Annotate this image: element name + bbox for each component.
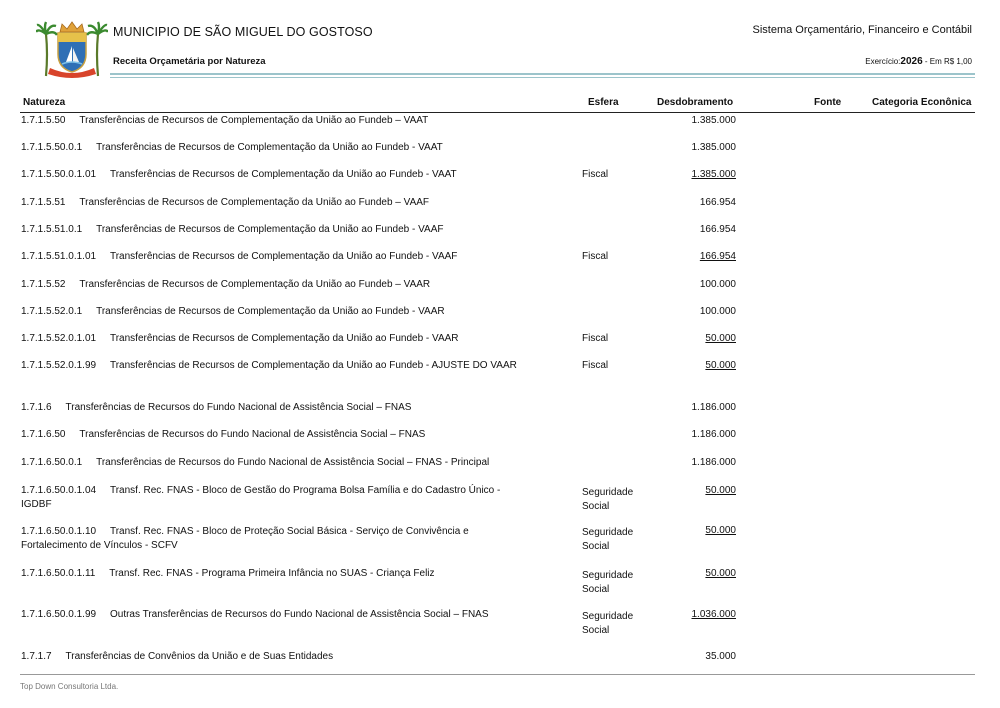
- esfera-cell: Fiscal: [582, 333, 609, 344]
- desdobramento-cell: [660, 456, 736, 470]
- natureza-cell: [21, 567, 529, 581]
- natureza-cell: [21, 359, 529, 373]
- natureza-description: Outras Transferências de Recursos do Fundo Nacional de Assistência Social – FNAS: [109, 609, 489, 620]
- desdobramento-value: 1.385.000: [691, 169, 736, 180]
- desdobramento-cell: [660, 278, 736, 292]
- natureza-description: Transferências de Recursos de Complementação da União ao Fundeb – VAAF: [79, 197, 430, 208]
- header-rule-bottom: [110, 77, 975, 78]
- desdobramento-value: 1.186.000: [691, 457, 736, 468]
- natureza-description: Transferências de Recursos de Complementação da União ao Fundeb - VAAT: [109, 169, 457, 180]
- desdobramento-value: 1.385.000: [691, 142, 736, 153]
- system-name: Sistema Orçamentário, Financeiro e Contábil: [752, 24, 972, 36]
- natureza-code: 1.7.1.5.51: [21, 197, 66, 208]
- natureza-description: Transferências de Recursos do Fundo Nacional de Assistência Social – FNAS - Principal: [96, 457, 490, 468]
- natureza-cell: [21, 525, 529, 553]
- report-title: Receita Orçametária por Natureza: [113, 56, 266, 67]
- esfera-cell: Seguridade Social: [582, 527, 634, 552]
- natureza-code: 1.7.1.5.51.0.1.01: [21, 251, 97, 262]
- natureza-cell: [21, 608, 529, 622]
- desdobramento-value: 1.186.000: [691, 402, 736, 413]
- desdobramento-value: 1.036.000: [691, 609, 736, 620]
- desdobramento-cell: [660, 359, 736, 373]
- desdobramento-value: 166.954: [699, 224, 736, 235]
- natureza-description: Transferências de Recursos de Complementação da União ao Fundeb - VAAT: [96, 142, 443, 153]
- natureza-code: 1.7.1.6.50.0.1.99: [21, 609, 97, 620]
- column-header-categoria: Categoria Econônica: [872, 97, 972, 108]
- natureza-cell: [21, 332, 529, 346]
- natureza-cell: [21, 223, 529, 237]
- natureza-description: Transferências de Convênios da União e de Suas Entidades: [65, 651, 334, 662]
- natureza-description: Transf. Rec. FNAS - Bloco de Proteção Social Básica - Serviço de Convivência e Fortalecimento de Vínculos - SCFV: [21, 526, 469, 551]
- exercise-label: Exercício:: [865, 57, 901, 66]
- natureza-code: 1.7.1.6.50.0.1.11: [21, 568, 96, 579]
- natureza-cell: [21, 141, 529, 155]
- desdobramento-value: 100.000: [699, 279, 736, 290]
- header-rule-top: [110, 73, 975, 75]
- natureza-description: Transferências de Recursos de Complementação da União ao Fundeb – VAAR: [79, 279, 431, 290]
- natureza-cell: [21, 305, 529, 319]
- desdobramento-cell: [660, 196, 736, 210]
- column-header-natureza: Natureza: [23, 97, 66, 108]
- natureza-cell: [21, 456, 529, 470]
- natureza-description: Transferências de Recursos de Complementação da União ao Fundeb - VAAR: [109, 333, 459, 344]
- municipality-name: MUNICIPIO DE SÃO MIGUEL DO GOSTOSO: [113, 25, 373, 39]
- esfera-cell: Fiscal: [582, 169, 609, 180]
- natureza-description: Transferências de Recursos do Fundo Nacional de Assistência Social – FNAS: [65, 402, 412, 413]
- natureza-cell: [21, 401, 529, 415]
- desdobramento-value: 166.954: [699, 197, 736, 208]
- natureza-description: Transferências de Recursos do Fundo Nacional de Assistência Social – FNAS: [79, 429, 426, 440]
- natureza-code: 1.7.1.5.50.0.1.01: [21, 169, 97, 180]
- natureza-code: 1.7.1.7: [21, 651, 52, 662]
- desdobramento-cell: [660, 141, 736, 155]
- desdobramento-cell: [660, 524, 736, 538]
- desdobramento-cell: [660, 608, 736, 622]
- natureza-cell: [21, 484, 529, 512]
- desdobramento-value: 1.186.000: [691, 429, 736, 440]
- column-header-fonte: Fonte: [814, 97, 842, 108]
- desdobramento-cell: [660, 168, 736, 182]
- natureza-cell: [21, 196, 529, 210]
- desdobramento-value: 50.000: [705, 525, 736, 536]
- footer-rule: [20, 674, 975, 675]
- natureza-code: 1.7.1.5.51.0.1: [21, 224, 83, 235]
- exercise-year: 2026: [900, 56, 923, 67]
- natureza-code: 1.7.1.5.52: [21, 279, 66, 290]
- desdobramento-value: 50.000: [705, 360, 736, 371]
- municipality-coat-of-arms-logo: [36, 16, 108, 78]
- currency-note: - Em R$ 1,00: [922, 57, 972, 66]
- natureza-code: 1.7.1.6.50.0.1: [21, 457, 83, 468]
- desdobramento-cell: [660, 114, 736, 128]
- desdobramento-cell: [660, 484, 736, 498]
- desdobramento-cell: [660, 250, 736, 264]
- natureza-code: 1.7.1.6.50.0.1.10: [21, 526, 97, 537]
- desdobramento-cell: [660, 428, 736, 442]
- desdobramento-cell: [660, 401, 736, 415]
- natureza-description: Transf. Rec. FNAS - Programa Primeira Infância no SUAS - Criança Feliz: [109, 568, 435, 579]
- natureza-description: Transf. Rec. FNAS - Bloco de Gestão do Programa Bolsa Família e do Cadastro Único - IGDBF: [21, 485, 501, 510]
- natureza-code: 1.7.1.5.50.0.1: [21, 142, 83, 153]
- natureza-description: Transferências de Recursos de Complementação da União ao Fundeb - VAAR: [96, 306, 445, 317]
- desdobramento-cell: [660, 650, 736, 664]
- desdobramento-value: 50.000: [705, 568, 736, 579]
- esfera-cell: Seguridade Social: [582, 570, 634, 595]
- desdobramento-value: 35.000: [705, 651, 736, 662]
- natureza-cell: [21, 428, 529, 442]
- desdobramento-value: 50.000: [705, 333, 736, 344]
- footer-company: Top Down Consultoria Ltda.: [20, 682, 119, 691]
- table-header: [20, 96, 975, 113]
- column-header-esfera: Esfera: [588, 97, 619, 108]
- natureza-description: Transferências de Recursos de Complementação da União ao Fundeb - AJUSTE DO VAAR: [109, 360, 517, 371]
- desdobramento-cell: [660, 332, 736, 346]
- natureza-description: Transferências de Recursos de Complementação da União ao Fundeb – VAAT: [79, 115, 429, 126]
- natureza-code: 1.7.1.5.52.0.1: [21, 306, 83, 317]
- esfera-cell: Fiscal: [582, 251, 609, 262]
- natureza-cell: [21, 250, 529, 264]
- esfera-cell: Seguridade Social: [582, 611, 634, 636]
- desdobramento-cell: [660, 223, 736, 237]
- desdobramento-cell: [660, 567, 736, 581]
- natureza-cell: [21, 114, 529, 128]
- desdobramento-value: 166.954: [699, 251, 736, 262]
- natureza-code: 1.7.1.6.50: [21, 429, 66, 440]
- natureza-cell: [21, 278, 529, 292]
- esfera-cell: Seguridade Social: [582, 487, 634, 512]
- desdobramento-value: 100.000: [699, 306, 736, 317]
- esfera-cell: Fiscal: [582, 360, 609, 371]
- natureza-description: Transferências de Recursos de Complementação da União ao Fundeb - VAAF: [109, 251, 458, 262]
- natureza-cell: [21, 168, 529, 182]
- natureza-code: 1.7.1.5.50: [21, 115, 66, 126]
- desdobramento-value: 50.000: [705, 485, 736, 496]
- natureza-code: 1.7.1.6: [21, 402, 52, 413]
- natureza-code: 1.7.1.6.50.0.1.04: [21, 485, 97, 496]
- natureza-code: 1.7.1.5.52.0.1.99: [21, 360, 97, 371]
- column-header-desdobramento: Desdobramento: [657, 97, 734, 108]
- natureza-code: 1.7.1.5.52.0.1.01: [21, 333, 97, 344]
- exercise-info: [865, 56, 972, 67]
- desdobramento-cell: [660, 305, 736, 319]
- desdobramento-value: 1.385.000: [691, 115, 736, 126]
- natureza-description: Transferências de Recursos de Complementação da União ao Fundeb - VAAF: [96, 224, 444, 235]
- natureza-cell: [21, 650, 529, 664]
